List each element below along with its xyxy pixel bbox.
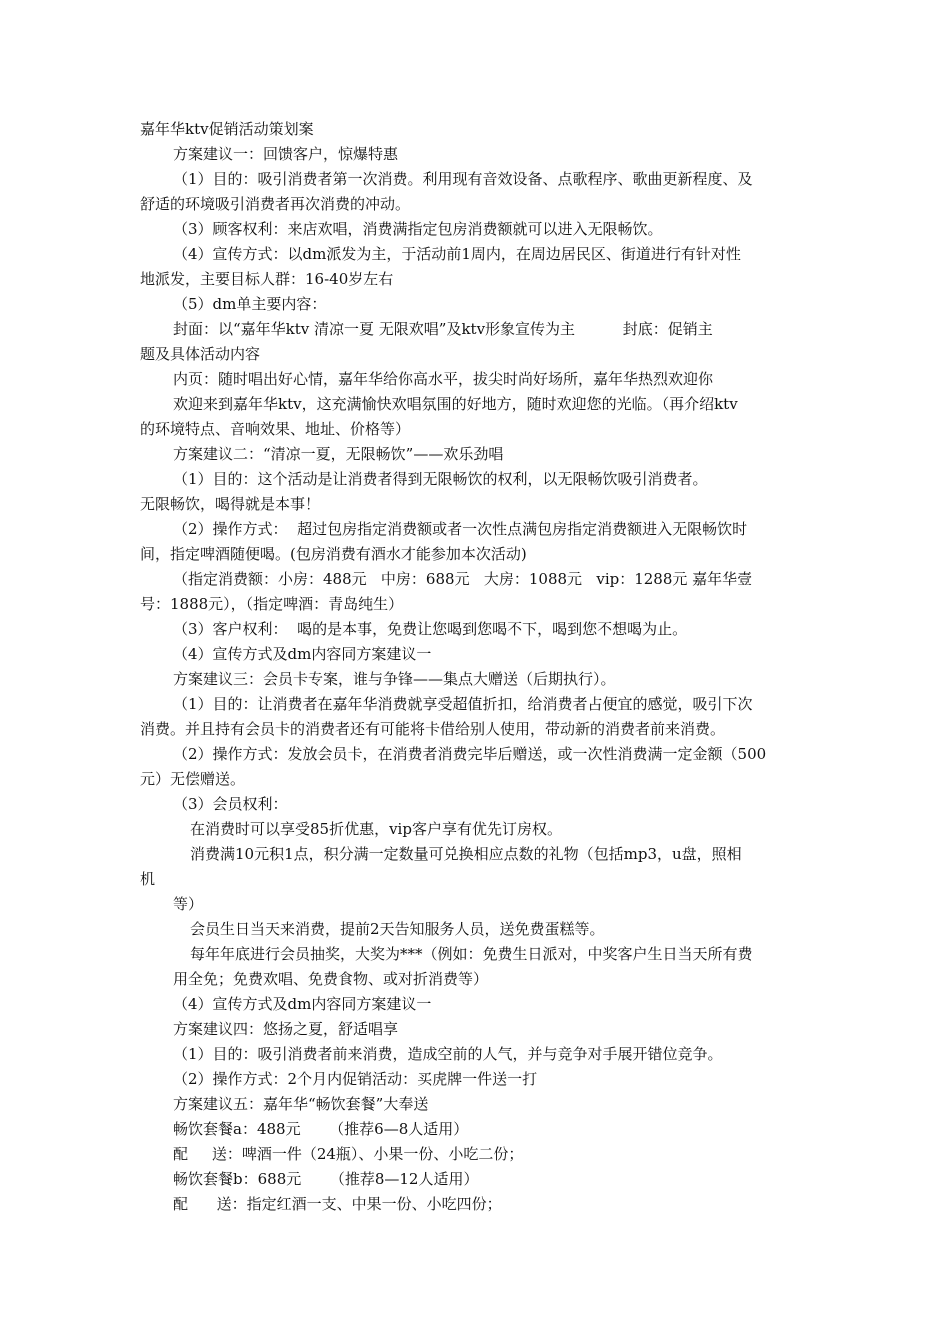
section-heading: 方案建议二：“清凉一夏，无限畅饮”——欢乐劲唱 — [173, 445, 504, 463]
paragraph-line: （3）顾客权利：来店欢唱，消费满指定包房消费额就可以进入无限畅饮。 — [173, 220, 663, 238]
section-heading: 方案建议三：会员卡专案，谁与争锋——集点大赠送（后期执行）。 — [173, 670, 616, 688]
paragraph-line: 消费。并且持有会员卡的消费者还有可能将卡借给别人使用，带动新的消费者前来消费。 — [140, 720, 726, 738]
document-title: 嘉年华ktv促销活动策划案 — [140, 120, 314, 138]
paragraph-line: 每年年底进行会员抽奖，大奖为***（例如：免费生日派对，中奖客户生日当天所有费 — [190, 945, 753, 963]
paragraph-line: （5）dm单主要内容： — [173, 295, 327, 313]
paragraph-line: （1）目的：吸引消费者前来消费，造成空前的人气，并与竞争对手展开错位竞争。 — [173, 1045, 723, 1063]
section-heading: 方案建议五：嘉年华“畅饮套餐”大奉送 — [173, 1095, 429, 1113]
paragraph-line: 欢迎来到嘉年华ktv，这充满愉快欢唱氛围的好地方，随时欢迎您的光临。（再介绍ktv — [173, 395, 738, 413]
paragraph-line: （4）宣传方式及dm内容同方案建议一 — [173, 995, 432, 1013]
paragraph-line: 的环境特点、音响效果、地址、价格等） — [140, 420, 411, 438]
paragraph-line: （1）目的：吸引消费者第一次消费。利用现有音效设备、点歌程序、歌曲更新程度、及 — [173, 170, 753, 188]
paragraph-line: 题及具体活动内容 — [140, 345, 261, 363]
paragraph-line: 用全免；免费欢唱、免费食物、或对折消费等） — [173, 970, 489, 988]
paragraph-line: 封面：以“嘉年华ktv 清凉一夏 无限欢唱”及ktv形象宣传为主 封底：促销主 — [173, 320, 713, 338]
paragraph-line: 元）无偿赠送。 — [140, 770, 246, 788]
package-line: 配 送：指定红酒一支、中果一份、小吃四份； — [173, 1195, 502, 1213]
paragraph-line: （2）操作方式： 超过包房指定消费额或者一次性点满包房指定消费额进入无限畅饮时 — [173, 520, 748, 538]
paragraph-line: （1）目的：这个活动是让消费者得到无限畅饮的权利，以无限畅饮吸引消费者。 — [173, 470, 708, 488]
paragraph-line: （指定消费额：小房：488元 中房：688元 大房：1088元 vip：1288元 嘉年华壹 — [173, 570, 753, 588]
paragraph-line: （4）宣传方式：以dm派发为主，于活动前1周内，在周边居民区、街道进行有针对性 — [173, 245, 741, 263]
paragraph-line: （2）操作方式：2个月内促销活动：买虎牌一件送一打 — [173, 1070, 538, 1088]
paragraph-line: 无限畅饮，喝得就是本事！ — [140, 495, 321, 513]
paragraph-line: 号：1888元），（指定啤酒：青岛纯生） — [140, 595, 404, 613]
paragraph-line: （4）宣传方式及dm内容同方案建议一 — [173, 645, 432, 663]
paragraph-line: 地派发，主要目标人群：16-40岁左右 — [140, 270, 394, 288]
paragraph-line: 等） — [173, 895, 204, 913]
paragraph-line: （1）目的：让消费者在嘉年华消费就享受超值折扣，给消费者占便宜的感觉，吸引下次 — [173, 695, 753, 713]
paragraph-line: 机 — [140, 870, 156, 888]
paragraph-line: （2）操作方式：发放会员卡，在消费者消费完毕后赠送，或一次性消费满一定金额（500 — [173, 745, 767, 763]
package-line: 配 送：啤酒一件（24瓶）、小果一份、小吃二份； — [173, 1145, 524, 1163]
package-line: 畅饮套餐b：688元 （推荐8—12人适用） — [173, 1170, 479, 1188]
paragraph-line: 会员生日当天来消费，提前2天告知服务人员，送免费蛋糕等。 — [190, 920, 605, 938]
paragraph-line: （3）会员权利： — [173, 795, 288, 813]
paragraph-line: （3）客户权利： 喝的是本事，免费让您喝到您喝不下，喝到您不想喝为止。 — [173, 620, 688, 638]
paragraph-line: 在消费时可以享受85折优惠，vip客户享有优先订房权。 — [190, 820, 562, 838]
paragraph-line: 消费满10元积1点，积分满一定数量可兑换相应点数的礼物（包括mp3，u盘，照相 — [190, 845, 742, 863]
section-heading: 方案建议四：悠扬之夏，舒适唱享 — [173, 1020, 399, 1038]
section-heading: 方案建议一：回馈客户，惊爆特惠 — [173, 145, 399, 163]
paragraph-line: 舒适的环境吸引消费者再次消费的冲动。 — [140, 195, 411, 213]
package-line: 畅饮套餐a：488元 （推荐6—8人适用） — [173, 1120, 469, 1138]
paragraph-line: 内页：随时唱出好心情，嘉年华给你高水平，拔尖时尚好场所，嘉年华热烈欢迎你 — [173, 370, 714, 388]
paragraph-line: 间，指定啤酒随便喝。(包房消费有酒水才能参加本次活动) — [140, 545, 527, 563]
